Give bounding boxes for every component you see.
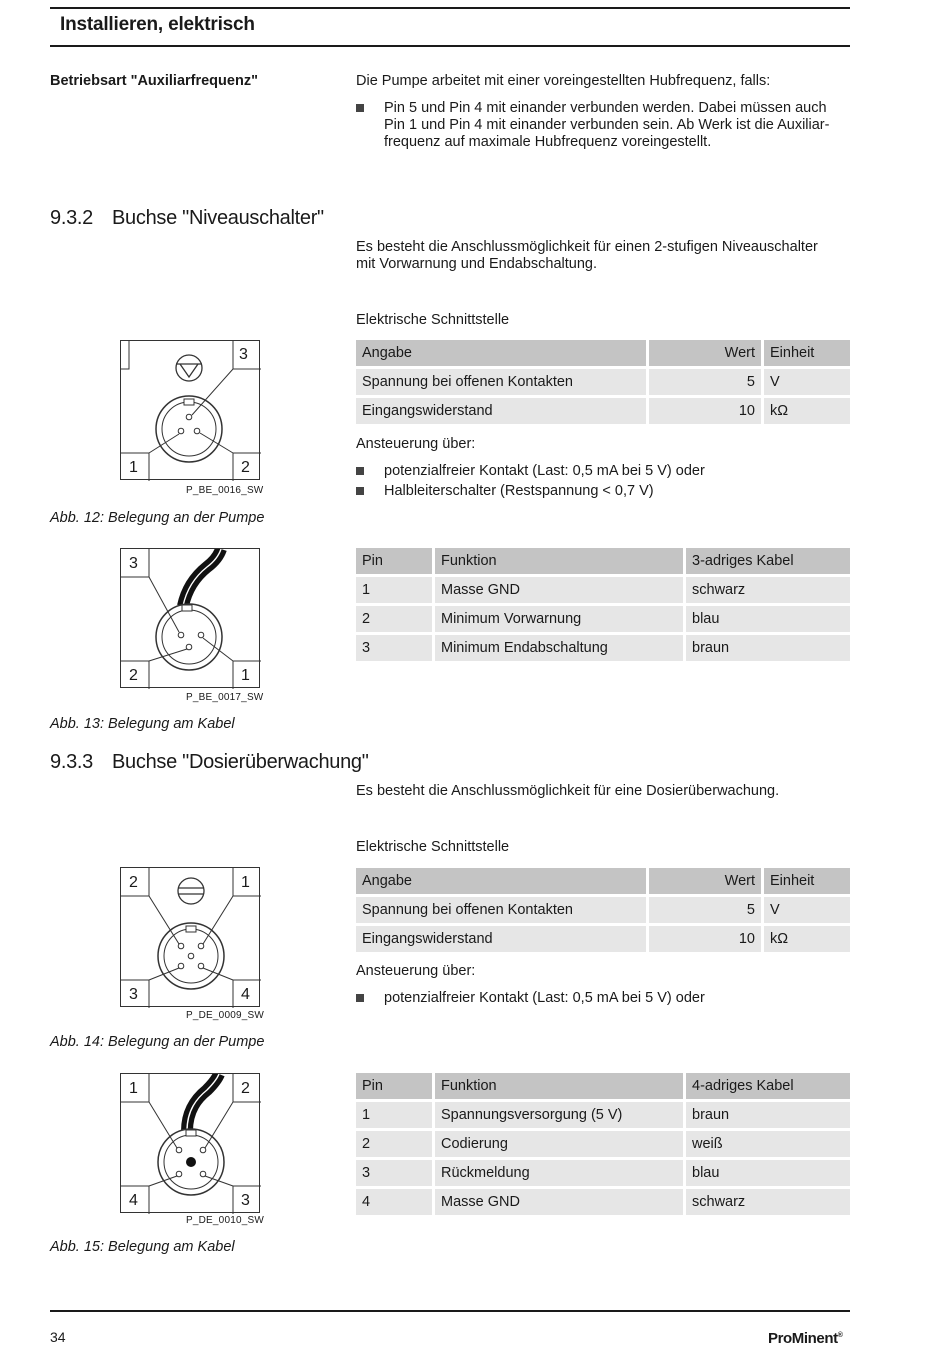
logo-text: ProMinent bbox=[768, 1330, 838, 1347]
pin-label: 2 bbox=[129, 667, 138, 684]
cell: 3 bbox=[356, 1160, 432, 1186]
cell: Spannungsversorgung (5 V) bbox=[435, 1102, 683, 1128]
pin-label: 1 bbox=[241, 667, 250, 684]
bullet-square bbox=[356, 467, 364, 475]
sec932-intro-line-2: mit Vorwarnung und Endabschaltung. bbox=[356, 256, 598, 272]
control-bullet-1 bbox=[356, 463, 705, 480]
socket-4pin-pump-icon bbox=[121, 868, 261, 1008]
cell: Spannung bei offenen Kontakten bbox=[356, 369, 646, 395]
pin-label: 3 bbox=[129, 986, 138, 1003]
figure-code: P_BE_0017_SW bbox=[186, 692, 264, 703]
section-number: 9.3.3 bbox=[50, 751, 93, 773]
figure-caption-14: Abb. 14: Belegung an der Pumpe bbox=[50, 1034, 265, 1050]
section-heading-933 bbox=[50, 751, 369, 774]
footer-rule bbox=[50, 1310, 850, 1312]
table-row bbox=[356, 926, 850, 952]
connector-diagram-fig14 bbox=[120, 867, 260, 1007]
page-header-title: Installieren, elektrisch bbox=[60, 14, 255, 35]
pin-label: 3 bbox=[129, 555, 138, 572]
cell: 10 bbox=[649, 926, 761, 952]
table-header-row bbox=[356, 868, 850, 894]
spec-table-933 bbox=[353, 865, 853, 955]
bullet-text: potenzialfreier Kontakt (Last: 0,5 mA bei 5 V) oder bbox=[384, 990, 705, 1006]
sec933-intro: Es besteht die Anschlussmöglichkeit für eine Dosierüberwachung. bbox=[356, 783, 780, 799]
cell: 5 bbox=[649, 897, 761, 923]
aux-intro: Die Pumpe arbeitet mit einer voreingestellten Hubfrequenz, falls: bbox=[356, 73, 771, 89]
pin-table-932 bbox=[353, 545, 853, 664]
figure-caption-12: Abb. 12: Belegung an der Pumpe bbox=[50, 510, 265, 526]
section-title: Buchse "Niveauschalter" bbox=[112, 207, 324, 229]
cell: V bbox=[764, 369, 850, 395]
cell: braun bbox=[686, 1102, 850, 1128]
table-row bbox=[356, 1131, 850, 1157]
connector-diagram-fig12 bbox=[120, 340, 260, 480]
col-wert: Wert bbox=[649, 868, 761, 894]
connector-diagram-fig13 bbox=[120, 548, 260, 688]
pin-label: 1 bbox=[241, 874, 250, 891]
connector-diagram-fig15 bbox=[120, 1073, 260, 1213]
col-wert: Wert bbox=[649, 340, 761, 366]
col-funktion: Funktion bbox=[435, 1073, 683, 1099]
table-row bbox=[356, 897, 850, 923]
cell: 3 bbox=[356, 635, 432, 661]
cell: V bbox=[764, 897, 850, 923]
bullet-square bbox=[356, 994, 364, 1002]
col-pin: Pin bbox=[356, 548, 432, 574]
header-rule bbox=[50, 45, 850, 47]
cell: kΩ bbox=[764, 398, 850, 424]
cell: schwarz bbox=[686, 577, 850, 603]
pin-label: 4 bbox=[241, 986, 250, 1003]
cell: kΩ bbox=[764, 926, 850, 952]
aux-bullet bbox=[356, 100, 856, 151]
table-row bbox=[356, 398, 850, 424]
cell: Eingangswiderstand bbox=[356, 398, 646, 424]
pin-label: 3 bbox=[239, 346, 248, 363]
pin-label: 2 bbox=[129, 874, 138, 891]
pin-label: 4 bbox=[129, 1192, 138, 1209]
table-row bbox=[356, 1102, 850, 1128]
col-pin: Pin bbox=[356, 1073, 432, 1099]
col-kabel: 3-adriges Kabel bbox=[686, 548, 850, 574]
figure-caption-15: Abb. 15: Belegung am Kabel bbox=[50, 1239, 235, 1255]
control-bullet-2 bbox=[356, 483, 654, 500]
table-row bbox=[356, 577, 850, 603]
pin-label: 2 bbox=[241, 1080, 250, 1097]
interface-label: Elektrische Schnittstelle bbox=[356, 839, 510, 855]
cell: Spannung bei offenen Kontakten bbox=[356, 897, 646, 923]
control-bullet-1 bbox=[356, 990, 705, 1007]
sec932-intro bbox=[356, 239, 818, 273]
cell: Eingangswiderstand bbox=[356, 926, 646, 952]
registered-mark: ® bbox=[837, 1332, 843, 1339]
control-label: Ansteuerung über: bbox=[356, 963, 476, 979]
cell: Minimum Vorwarnung bbox=[435, 606, 683, 632]
bullet-text: potenzialfreier Kontakt (Last: 0,5 mA bei 5 V) oder bbox=[384, 463, 705, 479]
figure-code: P_BE_0016_SW bbox=[186, 485, 264, 496]
aux-bullet-line-2: Pin 1 und Pin 4 mit einander verbunden sein. Ab Werk ist die Auxiliar- bbox=[384, 117, 830, 133]
aux-label: Betriebsart "Auxiliarfrequenz" bbox=[50, 73, 258, 89]
bullet-text: Halbleiterschalter (Restspannung < 0,7 V) bbox=[384, 483, 654, 499]
aux-bullet-line-3: frequenz auf maximale Hubfrequenz voreingestellt. bbox=[384, 134, 712, 150]
section-title: Buchse "Dosierüberwachung" bbox=[112, 751, 369, 773]
cell: Masse GND bbox=[435, 577, 683, 603]
cell: 4 bbox=[356, 1189, 432, 1215]
pin-table-933 bbox=[353, 1070, 853, 1218]
cell: Rückmeldung bbox=[435, 1160, 683, 1186]
bullet-square bbox=[356, 104, 364, 112]
plug-4pin-cable-icon bbox=[121, 1074, 261, 1214]
table-row bbox=[356, 635, 850, 661]
pin-label: 1 bbox=[129, 459, 138, 476]
cell: 5 bbox=[649, 369, 761, 395]
interface-label: Elektrische Schnittstelle bbox=[356, 312, 510, 328]
aux-bullet-line-1: Pin 5 und Pin 4 mit einander verbunden werden. Dabei müssen auch bbox=[384, 100, 827, 116]
spec-table-932 bbox=[353, 337, 853, 427]
page-number: 34 bbox=[50, 1329, 66, 1345]
col-kabel: 4-adriges Kabel bbox=[686, 1073, 850, 1099]
sec932-intro-line-1: Es besteht die Anschlussmöglichkeit für einen 2-stufigen Niveauschalter bbox=[356, 239, 818, 255]
pin-label: 3 bbox=[241, 1192, 250, 1209]
figure-caption-13: Abb. 13: Belegung am Kabel bbox=[50, 716, 235, 732]
cell: 2 bbox=[356, 606, 432, 632]
cell: Minimum Endabschaltung bbox=[435, 635, 683, 661]
table-row bbox=[356, 369, 850, 395]
section-heading-932 bbox=[50, 207, 324, 230]
table-header-row bbox=[356, 548, 850, 574]
figure-code: P_DE_0009_SW bbox=[186, 1010, 265, 1021]
pin-label: 1 bbox=[129, 1080, 138, 1097]
cell: schwarz bbox=[686, 1189, 850, 1215]
table-row bbox=[356, 1189, 850, 1215]
cell: Codierung bbox=[435, 1131, 683, 1157]
cell: 1 bbox=[356, 577, 432, 603]
cell: blau bbox=[686, 1160, 850, 1186]
table-header-row bbox=[356, 340, 850, 366]
col-einheit: Einheit bbox=[764, 340, 850, 366]
control-label: Ansteuerung über: bbox=[356, 436, 476, 452]
cell: 10 bbox=[649, 398, 761, 424]
table-header-row bbox=[356, 1073, 850, 1099]
figure-code: P_DE_0010_SW bbox=[186, 1215, 265, 1226]
table-row bbox=[356, 606, 850, 632]
cell: braun bbox=[686, 635, 850, 661]
section-number: 9.3.2 bbox=[50, 207, 93, 229]
col-angabe: Angabe bbox=[356, 868, 646, 894]
col-funktion: Funktion bbox=[435, 548, 683, 574]
cell: blau bbox=[686, 606, 850, 632]
pin-label: 2 bbox=[241, 459, 250, 476]
top-rule bbox=[50, 7, 850, 9]
bullet-square bbox=[356, 487, 364, 495]
table-row bbox=[356, 1160, 850, 1186]
cell: 1 bbox=[356, 1102, 432, 1128]
prominent-logo bbox=[768, 1330, 843, 1347]
cell: weiß bbox=[686, 1131, 850, 1157]
col-angabe: Angabe bbox=[356, 340, 646, 366]
cell: 2 bbox=[356, 1131, 432, 1157]
plug-3pin-cable-icon bbox=[121, 549, 261, 689]
col-einheit: Einheit bbox=[764, 868, 850, 894]
cell: Masse GND bbox=[435, 1189, 683, 1215]
